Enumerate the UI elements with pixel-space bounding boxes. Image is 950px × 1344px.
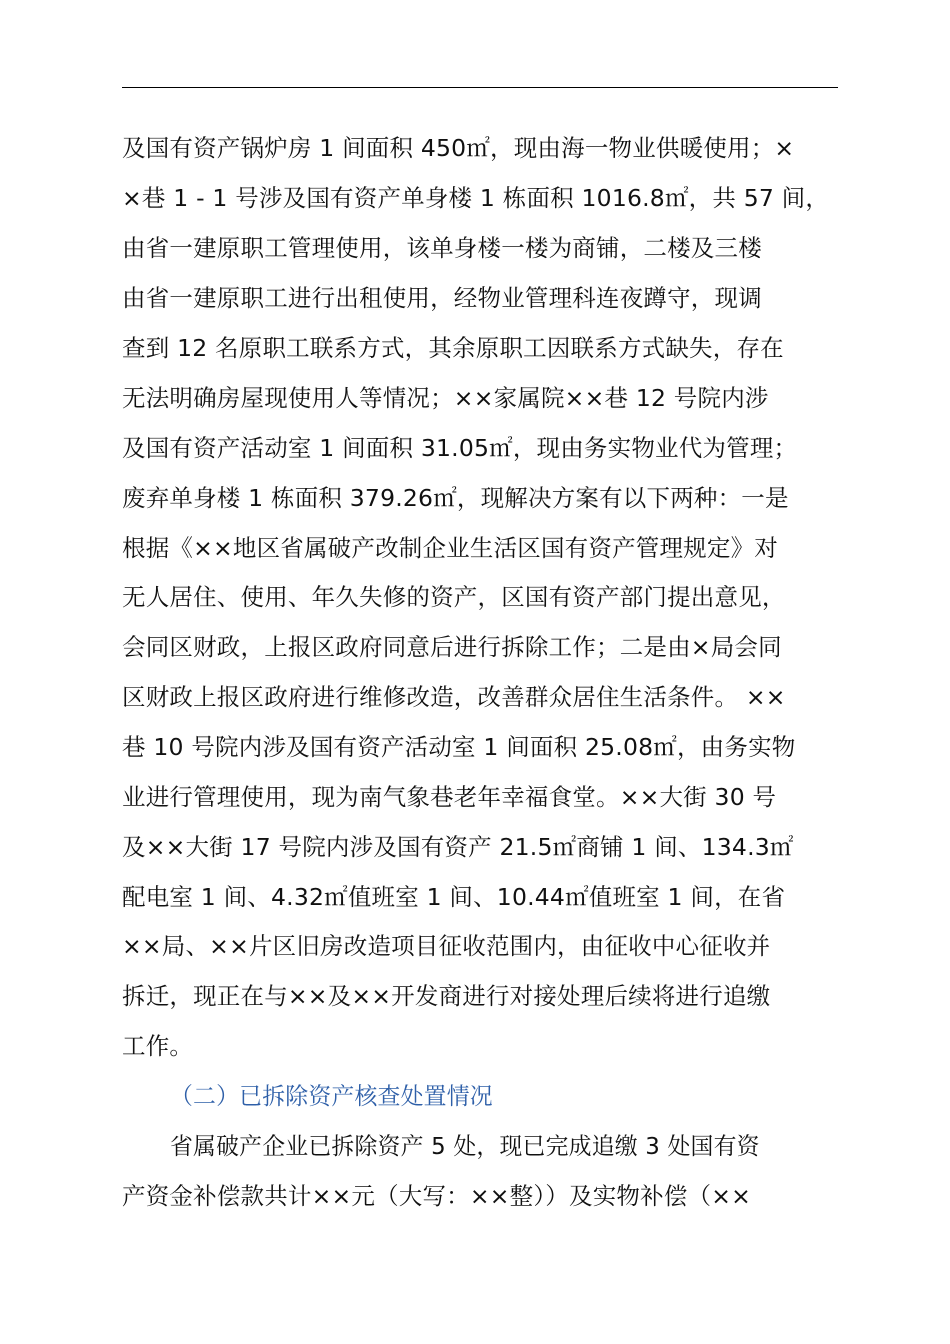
paragraph-line: 根据《××地区省属破产改制企业生活区国有资产管理规定》对 bbox=[122, 534, 778, 562]
paragraph-line: 配电室 1 间、4.32㎡值班室 1 间、10.44㎡值班室 1 间，在省 bbox=[122, 883, 786, 911]
paragraph-line: 及国有资产活动室 1 间面积 31.05㎡，现由务实物业代为管理； bbox=[122, 434, 798, 462]
paragraph-line: 省属破产企业已拆除资产 5 处，现已完成追缴 3 处国有资 bbox=[170, 1132, 760, 1160]
paragraph-line: 无法明确房屋现使用人等情况；××家属院××巷 12 号院内涉 bbox=[122, 384, 769, 412]
paragraph-line: 及××大街 17 号院内涉及国有资产 21.5㎡商铺 1 间、134.3㎡ bbox=[122, 833, 794, 861]
paragraph-line: ××局、××片区旧房改造项目征收范围内，由征收中心征收并 bbox=[122, 932, 771, 960]
paragraph-line: ×巷 1 - 1 号涉及国有资产单身楼 1 栋面积 1016.8㎡，共 57 间， bbox=[122, 184, 830, 212]
paragraph-line: 巷 10 号院内涉及国有资产活动室 1 间面积 25.08㎡，由务实物 bbox=[122, 733, 796, 761]
header-rule bbox=[122, 87, 838, 88]
paragraph-line: 无人居住、使用、年久失修的资产，区国有资产部门提出意见， bbox=[122, 583, 786, 611]
paragraph-line: 区财政上报区政府进行维修改造，改善群众居住生活条件。 ×× bbox=[122, 683, 786, 711]
paragraph-line: 废弃单身楼 1 栋面积 379.26㎡，现解决方案有以下两种：一是 bbox=[122, 484, 789, 512]
paragraph-line: 拆迁，现正在与××及××开发商进行对接处理后续将进行追缴 bbox=[122, 982, 771, 1010]
paragraph-line: 由省一建原职工管理使用，该单身楼一楼为商铺，二楼及三楼 bbox=[122, 234, 762, 262]
paragraph-line: 查到 12 名原职工联系方式，其余原职工因联系方式缺失，存在 bbox=[122, 334, 784, 362]
paragraph-line: 工作。 bbox=[122, 1032, 194, 1060]
paragraph-line: 及国有资产锅炉房 1 间面积 450㎡，现由海一物业供暖使用；× bbox=[122, 134, 795, 162]
paragraph-line: 会同区财政，上报区政府同意后进行拆除工作；二是由×局会同 bbox=[122, 633, 782, 661]
paragraph-line: 由省一建原职工进行出租使用，经物业管理科连夜蹲守，现调 bbox=[122, 284, 762, 312]
section-heading: （二）已拆除资产核查处置情况 bbox=[170, 1082, 493, 1110]
paragraph-line: 业进行管理使用，现为南气象巷老年幸福食堂。××大街 30 号 bbox=[122, 783, 777, 811]
paragraph-line: 产资金补偿款共计××元（大写：××整））及实物补偿（×× bbox=[122, 1182, 751, 1210]
